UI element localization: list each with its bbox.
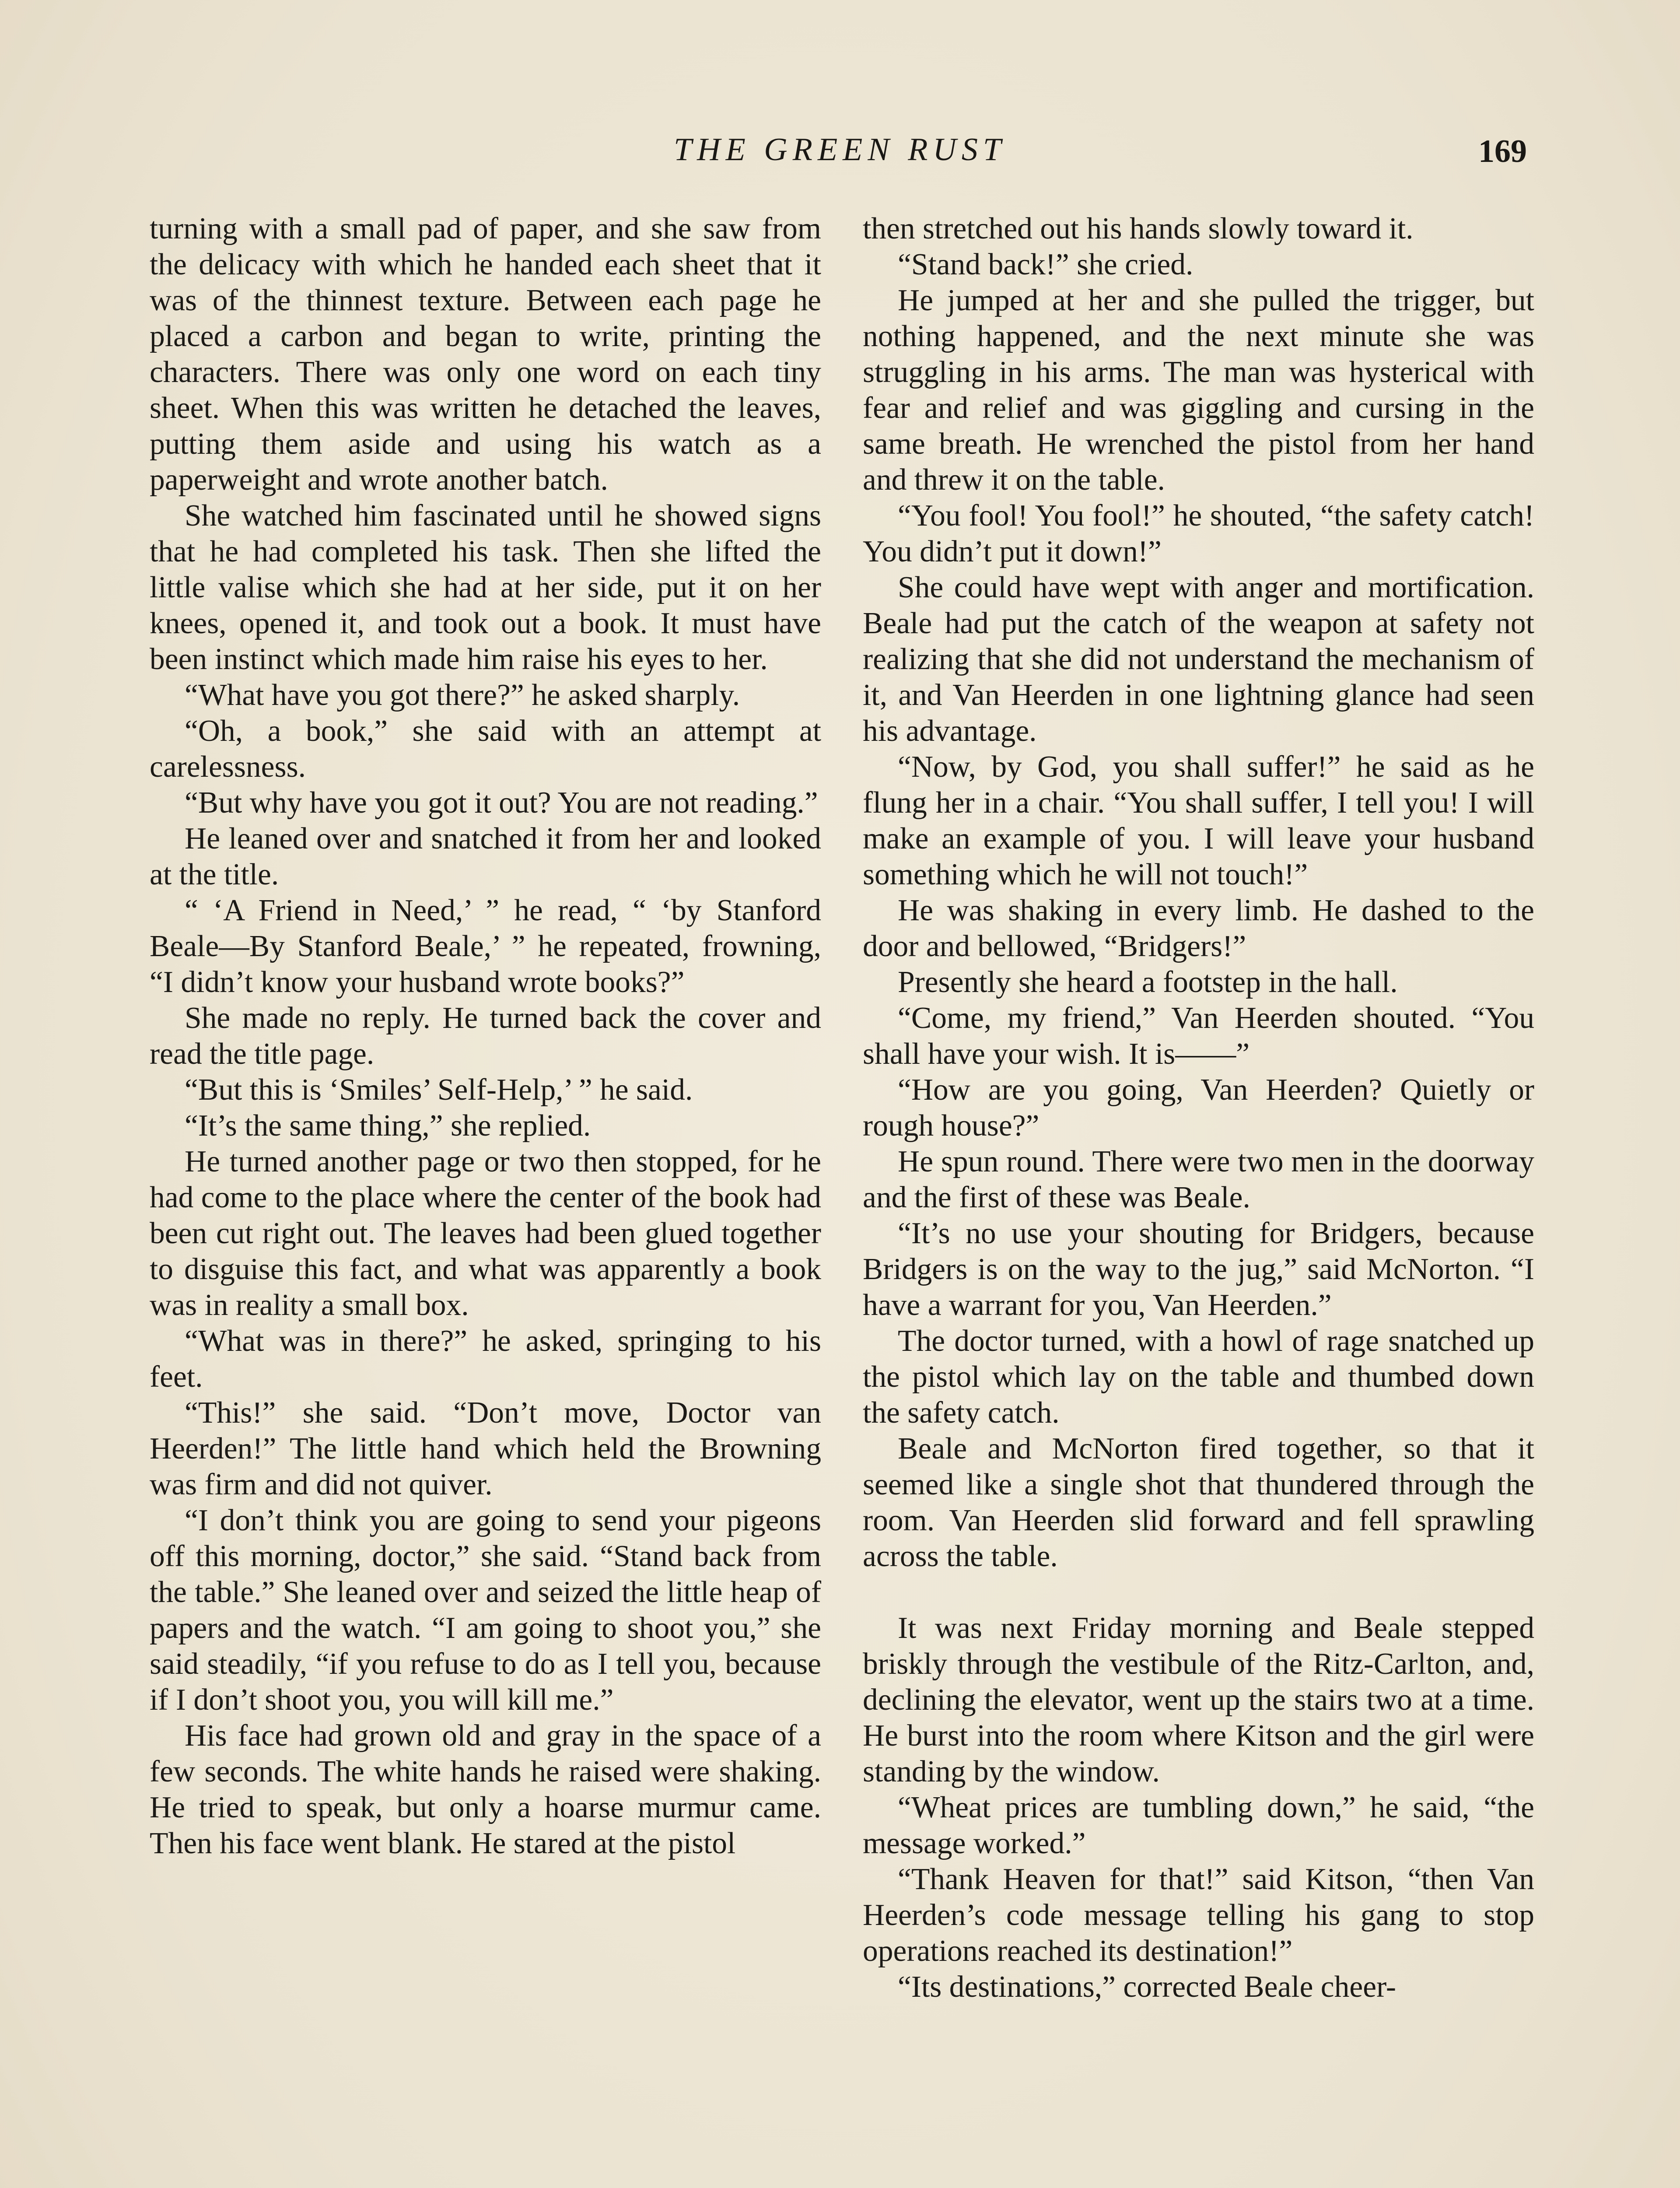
paragraph: turning with a small pad of paper, and she saw from the delicacy with which he handed each sheet that it was of the thinnest texture. Between each page he placed a carbon and began to write, printing the characters. There was only one word on each tiny sheet. When this was written he detached the leaves, putting them aside and using his watch as a paperweight and wrote another batch. xyxy=(150,212,821,497)
paragraph: He turned another page or two then stopped, for he had come to the place where the center of the book had been cut right out. The leaves had been glued together to disguise this fact, and what was apparently a book was in reality a small box. xyxy=(150,1145,821,1322)
paragraph: then stretched out his hands slowly toward it. xyxy=(863,212,1414,245)
paragraph: He was shaking in every limb. He dashed to the door and bellowed, “Bridgers!” xyxy=(863,894,1534,963)
paragraph: “What was in there?” he asked, springing to his feet. xyxy=(150,1324,821,1394)
paragraph: “Thank Heaven for that!” said Kitson, “then Van Heerden’s code message telling his gang to stop operations reached its destination!” xyxy=(863,1862,1534,1968)
paragraph: She made no reply. He turned back the cover and read the title page. xyxy=(150,1001,821,1071)
right-column-scene-two xyxy=(863,1610,1534,2005)
paragraph: “It’s the same thing,” she replied. xyxy=(185,1109,591,1143)
paragraph: The doctor turned, with a howl of rage snatched up the pistol which lay on the table and thumbed down the safety catch. xyxy=(863,1324,1534,1430)
paragraph: “Stand back!” she cried. xyxy=(898,248,1194,281)
paragraph: “What have you got there?” he asked sharply. xyxy=(185,678,740,712)
paragraph: “Come, my friend,” Van Heerden shouted. “You shall have your wish. It is——” xyxy=(863,1001,1534,1071)
paragraph: “But this is ‘Smiles’ Self-Help,’ ” he said. xyxy=(185,1073,693,1107)
paragraph: It was next Friday morning and Beale stepped briskly through the vestibule of the Ritz-Carlton, and, declining the elevator, went up the stairs two at a time. He burst into the room where Kitson and the girl were standing by the window. xyxy=(863,1611,1534,1788)
paragraph: “But why have you got it out? You are not reading.” xyxy=(185,786,818,820)
paragraph: She watched him fascinated until he showed signs that he had completed his task. Then she lifted the little valise which she had at her side, put it on her knees, opened it, and took out a book. It must have been instinct which made him raise his eyes to her. xyxy=(150,499,821,676)
paragraph: Presently she heard a footstep in the hall. xyxy=(898,965,1398,999)
running-head-title: THE GREEN RUST xyxy=(674,132,1006,168)
paragraph: “It’s no use your shouting for Bridgers, because Bridgers is on the way to the jug,” said McNorton. “I have a warrant for you, Van Heerden.” xyxy=(863,1217,1534,1322)
paragraph: “You fool! You fool!” he shouted, “the safety catch! You didn’t put it down!” xyxy=(863,499,1534,568)
paragraph: Beale and McNorton fired together, so that it seemed like a single shot that thundered through the room. Van Heerden slid forward and fell sprawling across the table. xyxy=(863,1432,1534,1573)
right-column xyxy=(863,211,1534,2005)
running-head xyxy=(149,131,1531,184)
paragraph: “Now, by God, you shall suffer!” he said as he flung her in a chair. “You shall suffer, I tell you! I will make an example of you. I will leave your husband something which he will not touch!” xyxy=(863,750,1534,891)
paragraph: “This!” she said. “Don’t move, Doctor van Heerden!” The little hand which held the Browning was firm and did not quiver. xyxy=(150,1396,821,1501)
paragraph: “ ‘A Friend in Need,’ ” he read, “ ‘by Stanford Beale—By Stanford Beale,’ ” he repeated, frowning, “I didn’t know your husband wrote books?” xyxy=(150,894,821,999)
paragraph: He spun round. There were two men in the doorway and the first of these was Beale. xyxy=(863,1145,1534,1214)
paragraph: “How are you going, Van Heerden? Quietly or rough house?” xyxy=(863,1073,1534,1143)
right-column-scene-one xyxy=(863,211,1534,1574)
paragraph: He jumped at her and she pulled the trigger, but nothing happened, and the next minute she was struggling in his arms. The man was hysterical with fear and relief and was giggling and cursing in the same breath. He wrenched the pistol from her hand and threw it on the table. xyxy=(863,284,1534,497)
paragraph: She could have wept with anger and mortification. Beale had put the catch of the weapon at safety not realizing that she did not understand the mechanism of it, and Van Heerden in one lightning glance had seen his advantage. xyxy=(863,571,1534,748)
paragraph: His face had grown old and gray in the space of a few seconds. The white hands he raised were shaking. He tried to speak, but only a hoarse murmur came. Then his face went blank. He stared at the pistol xyxy=(150,1719,821,1860)
paragraph: “I don’t think you are going to send your pigeons off this morning, doctor,” she said. “Stand back from the table.” She leaned over and seized the little heap of papers and the watch. “I am going to shoot you,” she said steadily, “if you refuse to do as I tell you, because if I don’t shoot you, you will kill me.” xyxy=(150,1504,821,1717)
page-number: 169 xyxy=(1478,133,1527,169)
paragraph: “Oh, a book,” she said with an attempt at carelessness. xyxy=(150,714,821,784)
paragraph: He leaned over and snatched it from her and looked at the title. xyxy=(150,822,821,891)
left-column xyxy=(150,211,821,1862)
paragraph: “Its destinations,” corrected Beale cheer- xyxy=(898,1970,1396,2004)
section-break xyxy=(863,1574,1534,1610)
paragraph: “Wheat prices are tumbling down,” he said, “the message worked.” xyxy=(863,1791,1534,1860)
